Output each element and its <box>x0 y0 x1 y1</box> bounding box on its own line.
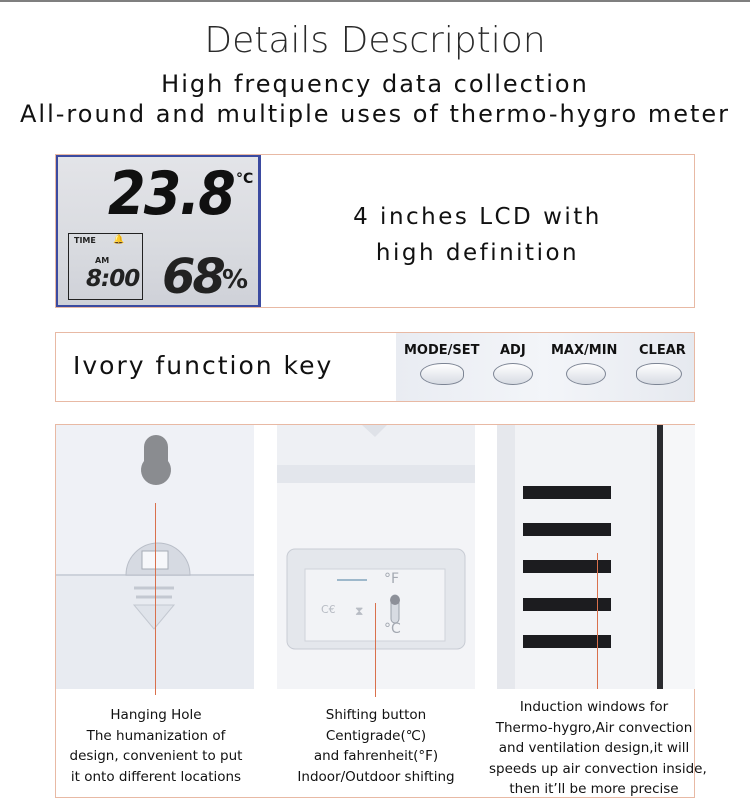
lcd-description-line-1: 4 inches LCD with <box>353 204 602 230</box>
top-divider <box>0 0 750 2</box>
induction-windows-illustration <box>497 425 695 689</box>
induction-windows-caption <box>489 697 707 800</box>
caption-line: Centigrade(℃) <box>325 727 427 744</box>
hanging-hole-pointer <box>155 503 156 695</box>
switch-illustration <box>277 425 475 689</box>
lcd-temperature: 23.8 <box>108 159 235 229</box>
switch-photo <box>277 425 475 689</box>
caption-line: Shifting button <box>325 707 427 723</box>
subtitle-uses: All-round and multiple uses of thermo-hygro meter <box>20 100 730 128</box>
caption-line: and ventilation design,it will <box>498 740 690 756</box>
caption-line: it onto different locations <box>70 768 242 785</box>
induction-windows-photo <box>497 425 695 689</box>
clear-key-label: CLEAR <box>639 343 686 358</box>
lcd-temp-unit: °C <box>236 171 254 187</box>
switch-caption <box>277 705 475 787</box>
svg-text:⧗: ⧗ <box>355 604 364 618</box>
alarm-bell-icon: 🔔 <box>113 235 125 245</box>
induction-windows-pointer <box>597 553 598 689</box>
lcd-humidity: 68 <box>162 249 223 305</box>
lcd-display-image <box>56 155 261 307</box>
page-title: Details Description <box>204 20 546 61</box>
lcd-description <box>261 199 694 271</box>
lcd-time-panel <box>68 233 143 300</box>
caption-line: Thermo-hygro,Air convection <box>495 719 693 736</box>
lcd-am-label: AM <box>95 256 110 265</box>
lcd-clock: 8:00 <box>86 266 140 292</box>
max-min-key-label: MAX/MIN <box>551 343 618 358</box>
key-panel-image <box>396 333 694 401</box>
fahrenheit-label: °F <box>384 571 400 587</box>
function-key-title: Ivory function key <box>73 351 334 380</box>
detail-photos-card <box>55 424 707 798</box>
caption-line: Indoor/Outdoor shifting <box>297 768 455 785</box>
caption-line: design, convenient to put <box>69 748 243 764</box>
mode-set-key-label: MODE/SET <box>404 343 480 358</box>
adj-key <box>493 363 533 385</box>
subtitle-data-collection: High frequency data collection <box>161 70 589 98</box>
lcd-feature-card <box>55 154 695 308</box>
celsius-label: °C <box>384 621 401 637</box>
clear-key <box>636 363 682 385</box>
caption-line: speeds up air convection inside, <box>489 760 707 777</box>
caption-line: The humanization of <box>86 727 226 744</box>
max-min-key <box>566 363 606 385</box>
caption-line: and fahrenheit(°F) <box>313 748 439 764</box>
adj-key-label: ADJ <box>500 343 526 358</box>
caption-line: then it’ll be more precise <box>509 781 679 797</box>
function-key-card <box>55 332 695 402</box>
switch-pointer <box>375 603 376 697</box>
hanging-hole-caption <box>56 705 256 787</box>
lcd-time-label: TIME <box>74 236 96 245</box>
svg-text:C€: C€ <box>321 603 336 616</box>
lcd-description-line-2: high definition <box>375 240 580 266</box>
caption-line: Induction windows for <box>519 699 669 715</box>
mode-set-key <box>420 363 464 385</box>
caption-line: Hanging Hole <box>110 707 202 723</box>
lcd-humidity-unit: % <box>222 265 249 295</box>
